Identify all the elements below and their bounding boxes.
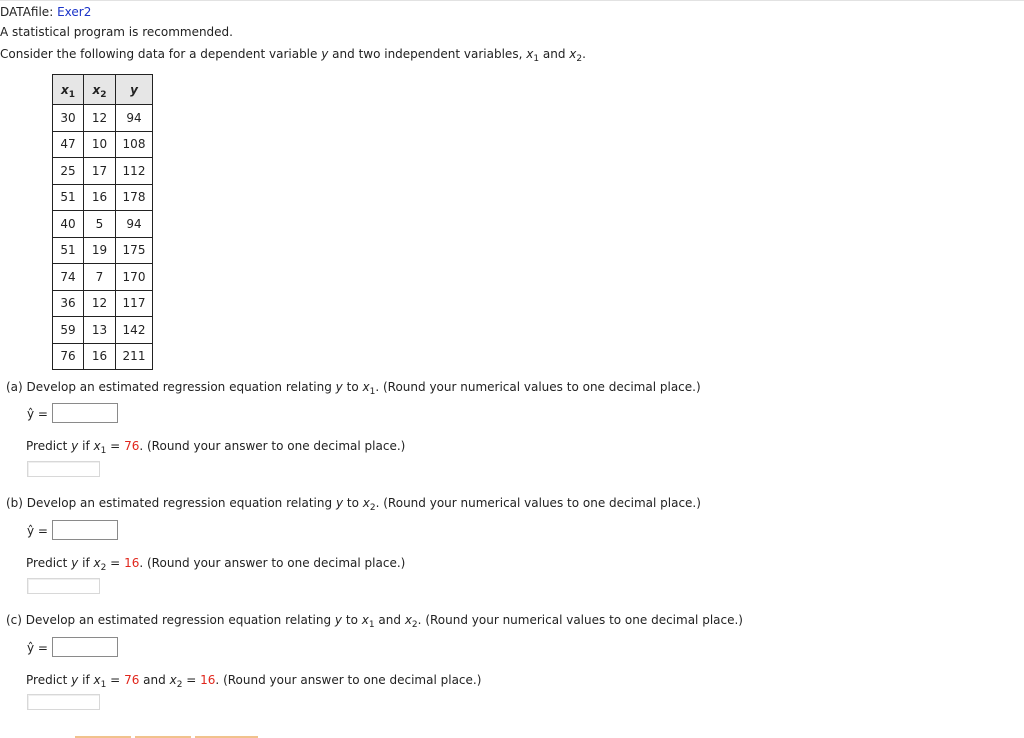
datafile-label: DATAfile: <box>0 5 54 19</box>
table-row: 51 16 178 <box>53 184 153 211</box>
part-a-predict-text: Predict y if $x_1 = 76$. (Round your answer to one decimal place.) <box>26 439 406 456</box>
part-a-equation-input[interactable] <box>52 403 118 423</box>
table-row: 51 19 175 <box>53 237 153 264</box>
part-a-question: (a) Develop an estimated regression equation relating y to $x_1$. (Round your numerical values to one decimal place.) <box>6 380 701 397</box>
header-x2: $x_2$ <box>84 75 116 105</box>
part-c-equation-input[interactable] <box>52 637 118 657</box>
part-b-prediction-input[interactable] <box>27 578 100 594</box>
datafile-line <box>0 5 91 19</box>
program-note: A statistical program is recommended. <box>0 25 233 39</box>
data-table <box>52 74 153 370</box>
table-row: 36 12 117 <box>53 290 153 317</box>
table-header-row <box>53 75 153 105</box>
table-row: 30 12 94 <box>53 105 153 132</box>
part-c-predict-text: Predict y if $x_1 = 76$ and $x_2 = 16$. (Round your answer to one decimal place.) <box>26 673 482 690</box>
top-divider <box>0 0 1024 1</box>
part-b-equation-input[interactable] <box>52 520 118 540</box>
table-row: 40 5 94 <box>53 211 153 238</box>
part-b-question: (b) Develop an estimated regression equation relating y to $x_2$. (Round your numerical values to one decimal place.) <box>6 496 701 513</box>
part-c-question: (c) Develop an estimated regression equation relating y to $x_1$ and $x_2$. (Round your numerical values to one decimal place.) <box>6 613 743 630</box>
header-y: y <box>116 75 153 105</box>
datafile-link[interactable]: Exer2 <box>57 5 92 19</box>
part-b-yhat-label: ŷ = <box>27 524 48 538</box>
part-a-prediction-input[interactable] <box>27 461 100 477</box>
table-row: 59 13 142 <box>53 317 153 344</box>
table-row: 74 7 170 <box>53 264 153 291</box>
part-c-prediction-input[interactable] <box>27 694 100 710</box>
part-b-predict-text: Predict y if $x_2 = 16$. (Round your answer to one decimal place.) <box>26 556 406 573</box>
table-row: 25 17 112 <box>53 158 153 185</box>
header-x1: $x_1$ <box>53 75 84 105</box>
table-row: 76 16 211 <box>53 343 153 370</box>
table-row: 47 10 108 <box>53 131 153 158</box>
part-a-yhat-label: ŷ = <box>27 407 48 421</box>
intro-text: Consider the following data for a dependent variable y and two independent variables, $x_1$ and $x_2$. <box>0 47 586 64</box>
part-c-yhat-label: ŷ = <box>27 641 48 655</box>
